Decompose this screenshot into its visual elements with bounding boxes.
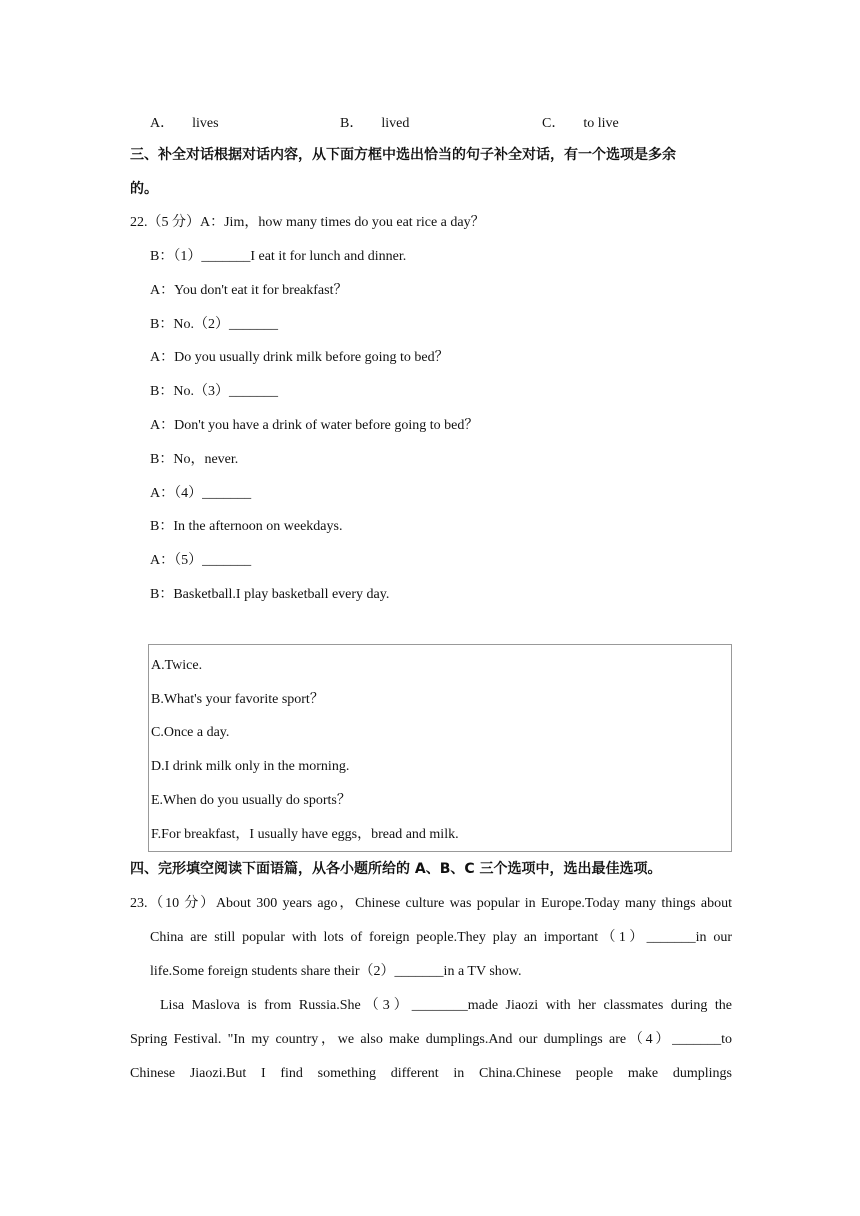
- option-letter: A．: [150, 116, 175, 131]
- choice-item: C.Once a day.: [151, 725, 230, 740]
- passage-line: 23.（10 分）About 300 years ago，Chinese culture was popular in Europe.Today many things about: [130, 896, 732, 911]
- choice-item: E.When do you usually do sports？: [151, 793, 351, 808]
- dialogue-line: A：（5）_______: [150, 553, 252, 568]
- option-text: lived: [381, 116, 410, 131]
- choice-item: A.Twice.: [151, 658, 203, 673]
- dialogue-line: B：No，never.: [150, 452, 239, 467]
- passage-line: Spring Festival. "In my country，we also make dumplings.And our dumplings are（4）_______to: [130, 1032, 732, 1047]
- dialogue-line: A：Do you usually drink milk before going to bed？: [150, 350, 449, 365]
- option-letter: B．: [340, 116, 364, 131]
- dialogue-line: B：No.（3）_______: [150, 384, 278, 399]
- option-a: [150, 112, 219, 132]
- dialogue-line: B：No.（2）_______: [150, 317, 278, 332]
- option-text: lives: [192, 116, 219, 131]
- passage-line: Lisa Maslova is from Russia.She（3）________made Jiaozi with her classmates during the: [160, 998, 732, 1013]
- option-c: [542, 112, 619, 132]
- choice-item: D.I drink milk only in the morning.: [151, 759, 350, 774]
- passage-line: China are still popular with lots of foreign people.They play an important（1）_______in our: [150, 930, 732, 945]
- passage-line: life.Some foreign students share their（2）_______in a TV show.: [150, 964, 522, 979]
- choices-box: [148, 644, 732, 852]
- dialogue-line: A：Don't you have a drink of water before going to bed？: [150, 418, 479, 433]
- dialogue-line: B：Basketball.I play basketball every day.: [150, 587, 390, 602]
- section3-heading-line1: 三、补全对话根据对话内容，从下面方框中选出恰当的句子补全对话，有一个选项是多余: [130, 147, 676, 163]
- section4-heading: 四、完形填空阅读下面语篇，从各小题所给的 A、B、C 三个选项中，选出最佳选项。: [130, 861, 662, 877]
- choice-item: B.What's your favorite sport？: [151, 692, 324, 707]
- option-b: [340, 112, 409, 132]
- option-letter: C．: [542, 116, 566, 131]
- dialogue-line: A：（4）_______: [150, 486, 252, 501]
- dialogue-line: A：You don't eat it for breakfast？: [150, 283, 348, 298]
- q22-stem: 22.（5 分）A：Jim，how many times do you eat rice a day？: [130, 215, 485, 230]
- option-text: to live: [583, 116, 619, 131]
- passage-line: Chinese Jiaozi.But I find something different in China.Chinese people make dumplings: [130, 1066, 732, 1081]
- section3-heading-line2: 的。: [130, 181, 158, 197]
- choice-item: F.For breakfast，I usually have eggs，bread and milk.: [151, 827, 459, 842]
- dialogue-line: B：（1）_______I eat it for lunch and dinner.: [150, 249, 407, 264]
- dialogue-line: B：In the afternoon on weekdays.: [150, 519, 343, 534]
